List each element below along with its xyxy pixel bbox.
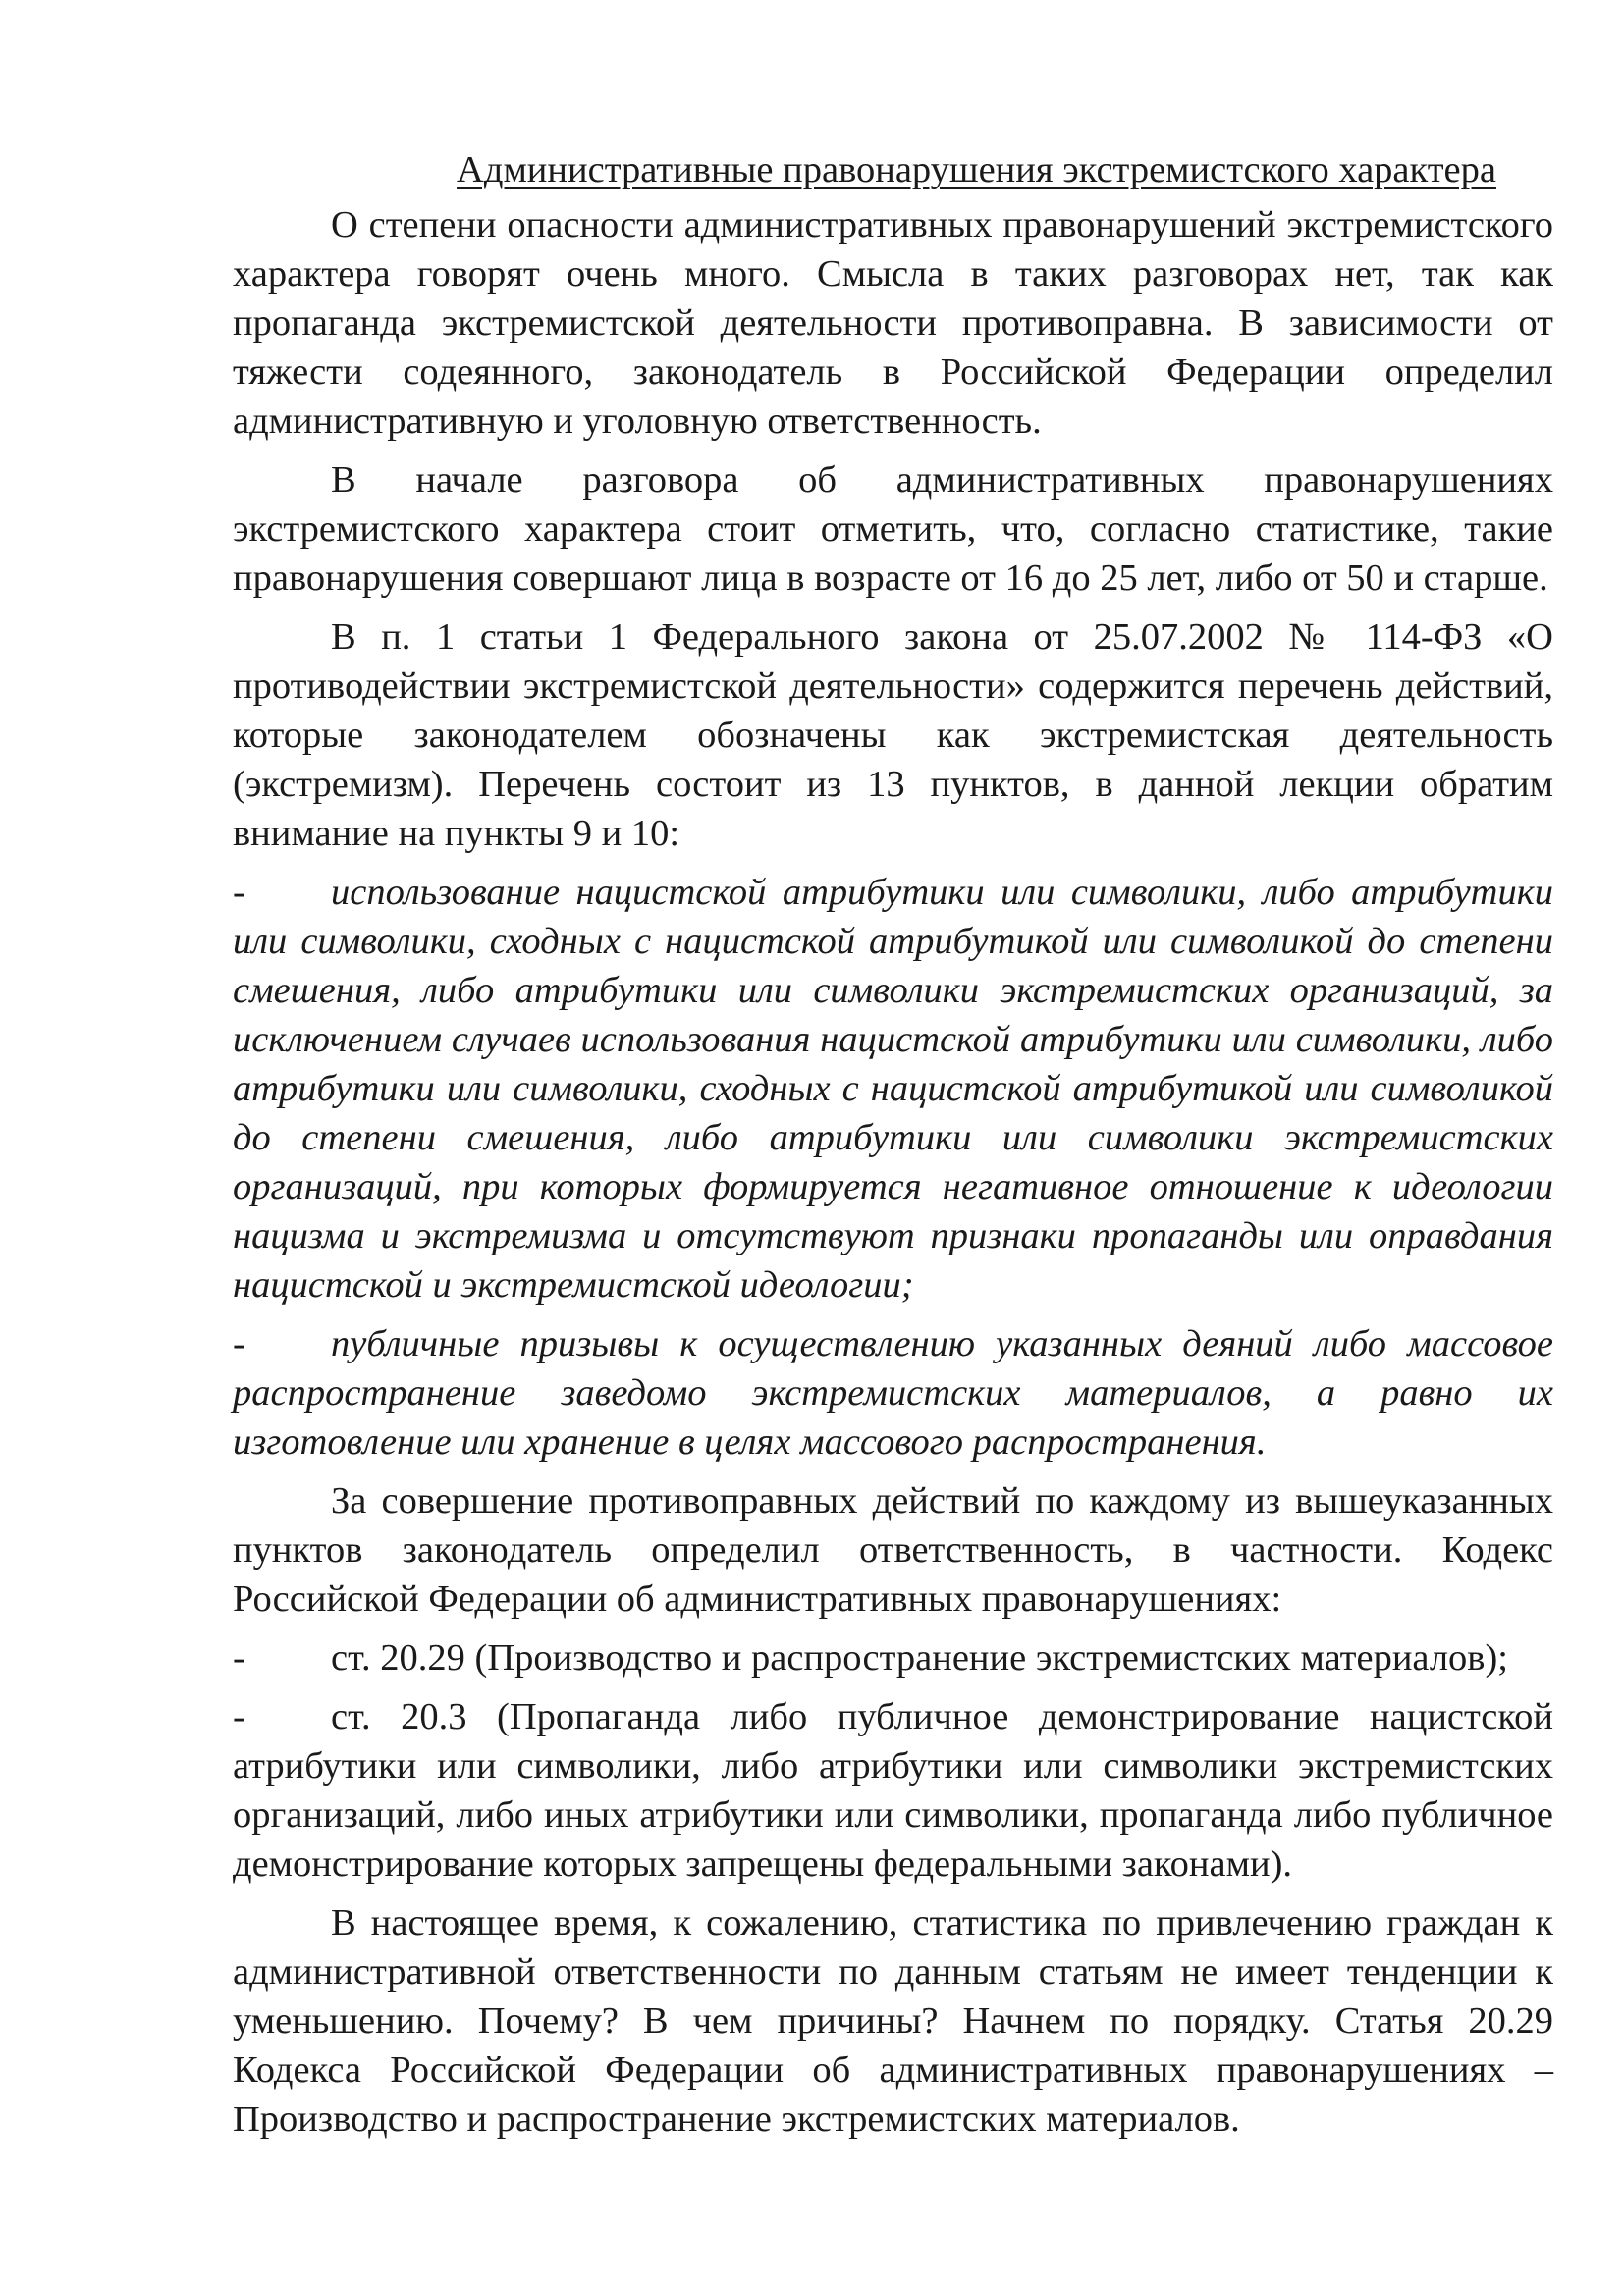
list-dash: - — [233, 1637, 245, 1679]
paragraph-liability: За совершение противоправных действий по каждому из вышеуказанных пунктов законодатель определил ответственность, в частности. Кодекс Российской Федерации об административных правонарушениях: — [233, 1480, 1553, 1620]
document-title: Административные правонарушения экстремистского характера — [457, 149, 1496, 190]
quote-item-nazi-symbols — [233, 868, 1553, 1309]
paragraph-statistics: В начале разговора об административных правонарушениях экстремистского характера стоит отметить, что, согласно статистике, такие правонарушения совершают лица в возрасте от 16 до 25 лет, либо от 50 и старше. — [233, 459, 1553, 599]
document-page — [233, 145, 1553, 2154]
quote-item-text: публичные призывы к осуществлению указанных деяний либо массовое распространение заведомо экстремистских материалов, а равно их изготовление или хранение в целях массового распространения. — [233, 1323, 1553, 1463]
quote-item-public-calls — [233, 1319, 1553, 1467]
article-item-text: ст. 20.3 (Пропаганда либо публичное демонстрирование нацистской атрибутики или символики, либо атрибутики или символики экстремистских организаций, либо иных атрибутики или символики, пропаганда либо публичное демонстрирование которых запрещены федеральными законами). — [233, 1696, 1553, 1885]
article-item-text: ст. 20.29 (Производство и распространение экстремистских материалов); — [331, 1637, 1509, 1679]
list-dash: - — [233, 1323, 245, 1364]
paragraph-current-state: В настоящее время, к сожалению, статистика по привлечению граждан к административной ответственности по данным статьям не имеет тенденции к уменьшению. Почему? В чем причины? Начнем по порядку. Статья 20.29 Кодекса Российской Федерации об административных правонарушениях – Производство и распространение экстремистских материалов. — [233, 1902, 1553, 2140]
list-dash: - — [233, 872, 245, 913]
article-item-20-3 — [233, 1692, 1553, 1889]
quote-item-text: использование нацистской атрибутики или символики, либо атрибутики или символики, сходных с нацистской атрибутикой или символикой до степени смешения, либо атрибутики или символики экстремистских организаций, за исключением случаев использования нацистской атрибутики или символики, либо атрибутики или символики, сходных с нацистской атрибутикой или символикой до степени смешения, либо атрибутики или символики экстремистских организаций, при которых формируется негативное отношение к идеологии нацизма и экстремизма и отсутствуют признаки пропаганды или оправдания нацистской и экстремистской идеологии; — [233, 872, 1553, 1306]
list-dash: - — [233, 1696, 245, 1737]
paragraph-federal-law: В п. 1 статьи 1 Федерального закона от 25.07.2002 № 114-ФЗ «О противодействии экстремистской деятельности» содержится перечень действий, которые законодателем обозначены как экстремистская деятельность (экстремизм). Перечень состоит из 13 пунктов, в данной лекции обратим внимание на пункты 9 и 10: — [233, 616, 1553, 854]
article-item-20-29 — [233, 1633, 1553, 1682]
paragraph-danger: О степени опасности административных правонарушений экстремистского характера говорят очень много. Смысла в таких разговорах нет, так как пропаганда экстремистской деятельности противоправна. В зависимости от тяжести содеянного, законодатель в Российской Федерации определил административную и уголовную ответственность. — [233, 204, 1553, 442]
